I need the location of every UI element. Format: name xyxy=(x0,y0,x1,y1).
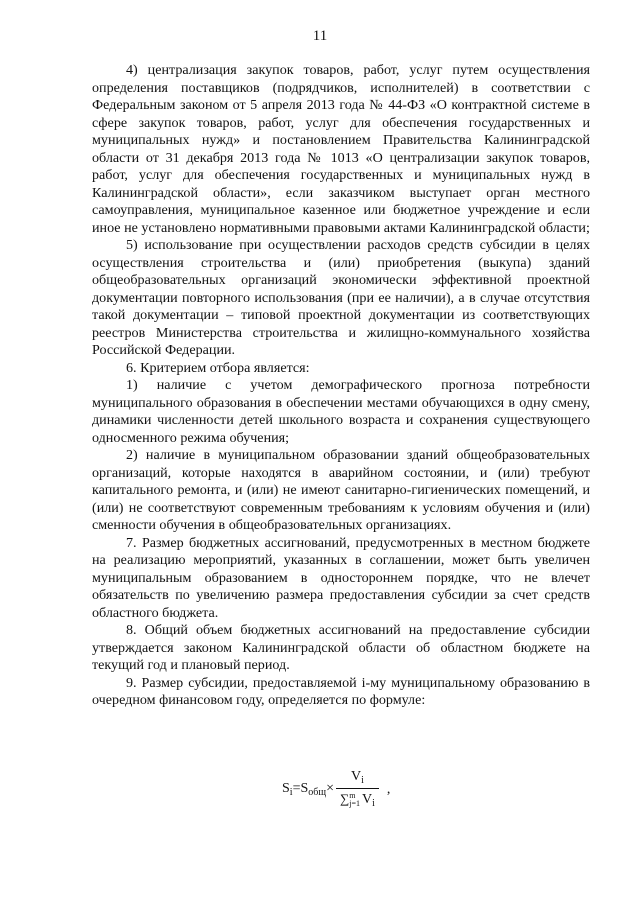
formula-sum-lower: j=1 xyxy=(349,799,360,808)
formula-s-subscript: i xyxy=(289,786,293,798)
formula-equals-total: =S xyxy=(292,780,309,796)
formula-s-symbol: S xyxy=(282,780,290,796)
document-body xyxy=(92,62,590,710)
paragraph-item-5: 5) использование при осуществлении расходов средств субсидии в целях осуществления строительства и (или) приобретения (выкупа) зданий общеобразовательных организаций экономически эффективной проектной документации повторного использования (при ее наличии), а в случае отсутствия такой документации – типовой проектной документации из соответствующих реестров Министерства строительства и жилищно-коммунального хозяйства Российской Федерации. xyxy=(92,237,590,358)
formula-numerator xyxy=(345,770,370,788)
formula-denominator-v: V xyxy=(361,792,373,808)
formula-trailing-comma: , xyxy=(386,781,391,797)
paragraph-item-4: 4) централизация закупок товаров, работ, услуг путем осуществления определения поставщиков (подрядчиков, исполнителей) в соответствии с Федеральным законом от 5 апреля 2013 года № 44-ФЗ «О контрактной системе в сфере закупок товаров, работ, услуг для обеспечения государственных и муниципальных нужд» и постановлением Правительства Калининградской области от 31 декабря 2013 года № 1013 «О централизации закупок товаров, работ, услуг для обеспечения государственных и муниципальных нужд в Калининградской области», если заказчиком выступает орган местного самоуправления, муниципальное казенное или бюджетное учреждение и если иное не установлено нормативными правовыми актами Калининградской области; xyxy=(92,62,590,236)
formula-sum-limits xyxy=(349,792,360,808)
formula-fraction xyxy=(336,770,379,809)
formula-denominator xyxy=(336,788,379,809)
paragraph-section-7: 7. Размер бюджетных ассигнований, предусмотренных в местном бюджете на реализацию мероприятий, указанных в соглашении, может быть увеличен муниципальным образованием в одностороннем порядке, что не влечет обязательств по увеличению размера предоставления субсидии за счет средств областного бюджета. xyxy=(92,534,590,621)
subsidy-formula xyxy=(282,770,390,809)
formula-numerator-v: V xyxy=(350,769,362,784)
formula-times: × xyxy=(326,780,334,796)
paragraph-criterion-1: 1) наличие с учетом демографического прогноза потребности муниципального образования в обеспечении местами обучающихся в одну смену, динамики численности детей школьного возраста и сохранения существующего односменного режима обучения; xyxy=(92,377,590,446)
formula-numerator-subscript: i xyxy=(361,775,364,786)
page-number: 11 xyxy=(312,28,328,44)
paragraph-criterion-heading: 6. Критерием отбора является: xyxy=(126,359,310,376)
formula-lhs xyxy=(282,782,334,798)
paragraph-criterion-2: 2) наличие в муниципальном образовании зданий общеобразовательных организаций, которые находятся в аварийном состоянии, и (или) требуют капитального ремонта, и (или) не имеют санитарно-гигиенических помещений, и (или) не соответствуют современным требованиям к условиям обучения и (или) сменности обучения в общеобразовательных организациях. xyxy=(92,447,590,533)
paragraph-section-9: 9. Размер субсидии, предоставляемой i-му муниципальному образованию в очередном финансовом году, определяется по формуле: xyxy=(92,674,590,708)
formula-total-subscript: общ xyxy=(308,786,327,798)
formula-sum-symbol: ∑ xyxy=(339,791,350,807)
formula-denominator-subscript: i xyxy=(372,798,375,810)
paragraph-section-8: 8. Общий объем бюджетных ассигнований на предоставление субсидии утверждается законом Калининградской области об областном бюджете на текущий год и плановый период. xyxy=(92,622,590,673)
formula-sum-upper: m xyxy=(349,791,356,800)
